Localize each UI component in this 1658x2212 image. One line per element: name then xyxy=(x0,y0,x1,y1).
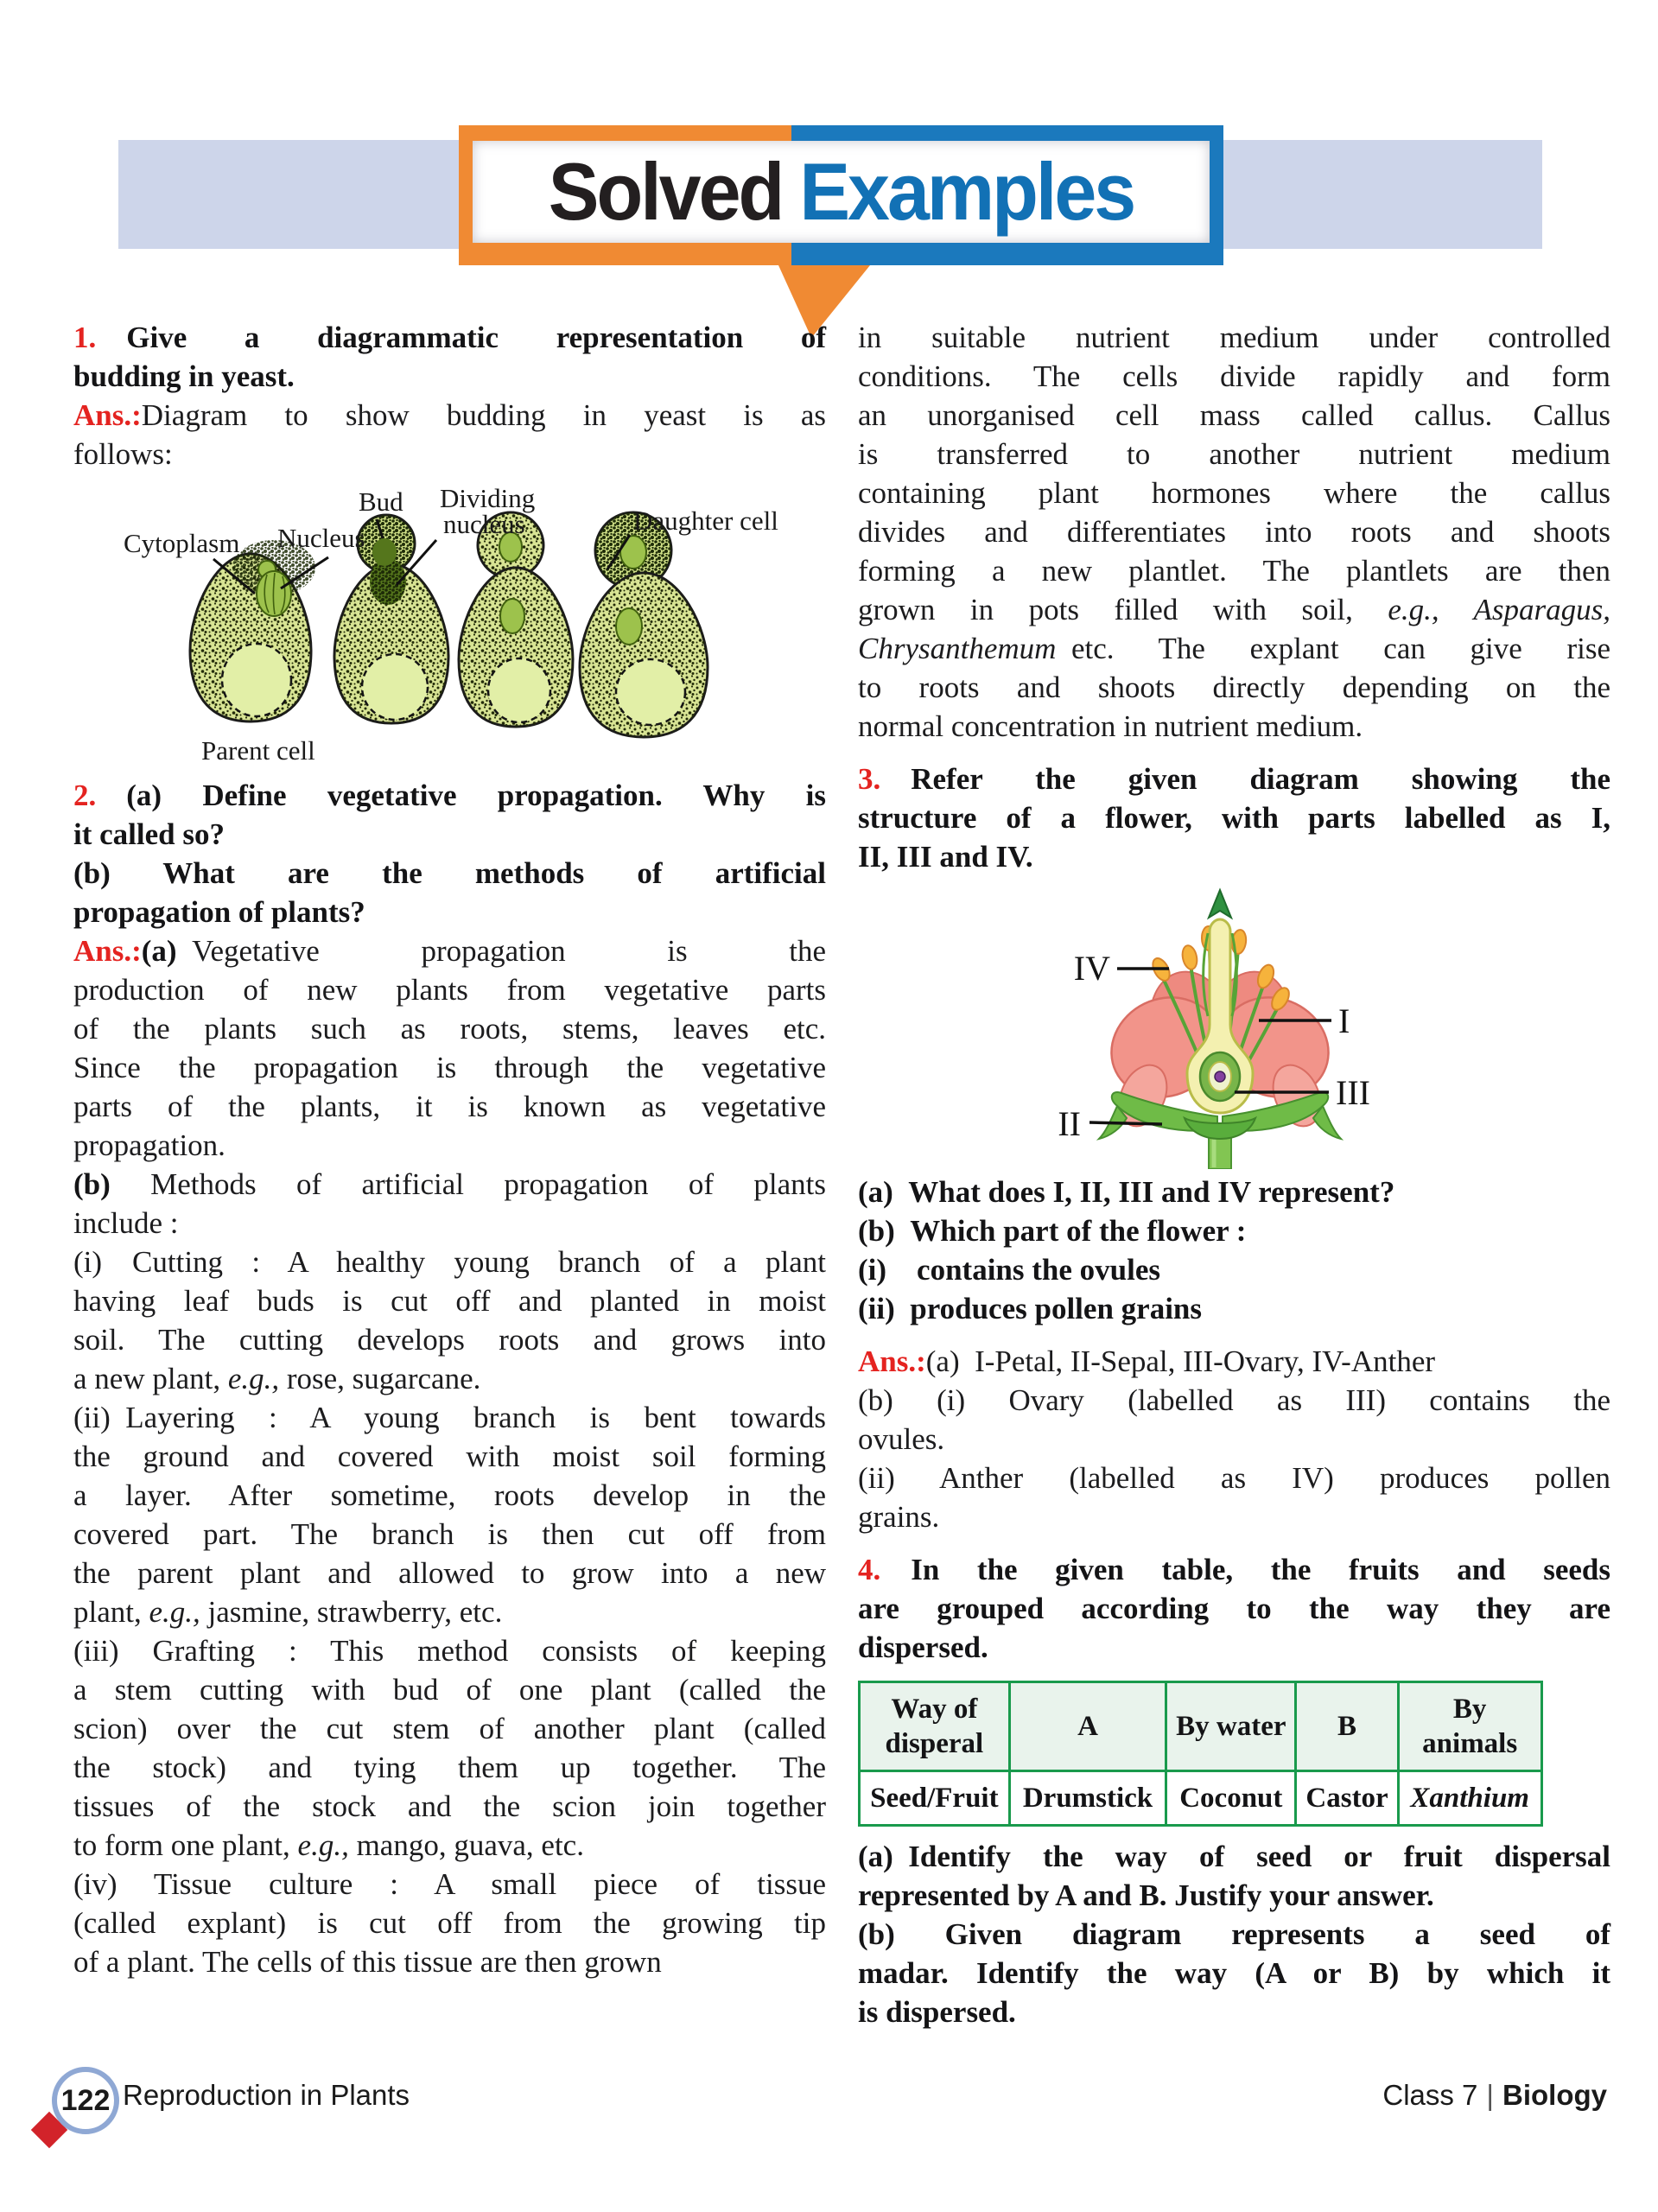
label-ii: II xyxy=(1058,1104,1081,1143)
text-line xyxy=(858,1211,1610,1250)
text-run: Methods of artificial propagation of plants xyxy=(150,1167,826,1201)
banner-title-solved: Solved xyxy=(548,146,783,237)
text-run: (a) I-Petal, II-Sepal, III-Ovary, IV-Anther xyxy=(925,1344,1436,1378)
text-line xyxy=(73,776,826,815)
tissue-culture-continuation-and-question-3 xyxy=(858,318,1610,876)
text-line xyxy=(858,1954,1610,1993)
cytoplasm-label: Cytoplasm xyxy=(124,528,240,558)
text-line xyxy=(73,357,826,396)
text-line xyxy=(858,629,1610,668)
text-run: tissues of the stock and the scion join together xyxy=(73,1789,826,1823)
text-run: covered part. The branch is then cut off from xyxy=(73,1517,826,1551)
table-header-row xyxy=(860,1682,1542,1771)
label-iv: IV xyxy=(1073,949,1110,988)
text-line xyxy=(858,837,1610,876)
text-run: madar. Identify the way (A or B) by which it xyxy=(858,1956,1610,1990)
text-run: (ii) produces pollen grains xyxy=(858,1292,1203,1325)
text-run: (b) Given diagram represents a seed of xyxy=(858,1917,1610,1951)
solved-examples-banner xyxy=(459,125,1223,265)
text-run: the ground and covered with moist soil forming xyxy=(73,1440,826,1473)
text-run: soil. The cutting develops roots and grows into xyxy=(73,1323,826,1357)
table-row xyxy=(860,1771,1542,1826)
text-line xyxy=(858,1589,1610,1628)
text-line xyxy=(73,931,826,970)
question-1-block xyxy=(73,318,826,474)
text-run: the stock) and tying them up together. The xyxy=(73,1751,826,1784)
text-line xyxy=(858,318,1610,357)
chapter-title: Reproduction in Plants xyxy=(123,2079,410,2111)
cell-coconut: Coconut xyxy=(1166,1771,1296,1826)
text-line xyxy=(73,1320,826,1359)
cell-castor: Castor xyxy=(1296,1771,1398,1826)
text-run: e.g., Asparagus, xyxy=(1388,593,1610,626)
flower-art xyxy=(1095,890,1345,1169)
text-run: (b) xyxy=(73,1167,151,1201)
text-run: (ii) Layering : A young branch is bent towards xyxy=(73,1401,826,1434)
text-run: (a) Define vegetative propagation. Why is xyxy=(96,779,826,812)
text-run: (i) Cutting : A healthy young branch of a plant xyxy=(73,1245,826,1279)
text-run: (b) Which part of the flower : xyxy=(858,1214,1247,1248)
text-line xyxy=(858,798,1610,837)
text-line xyxy=(73,1204,826,1243)
text-run: Chrysanthemum xyxy=(858,632,1057,665)
question-2-block xyxy=(73,776,826,1981)
text-run: (i) contains the ovules xyxy=(858,1253,1160,1287)
answer-label: Ans.: xyxy=(73,934,142,968)
text-line xyxy=(858,512,1610,551)
question-number: 3. xyxy=(858,762,881,796)
text-run: (a) Identify the way of seed or fruit dispersal xyxy=(858,1840,1610,1873)
parent-cell-label: Parent cell xyxy=(201,735,315,766)
text-line xyxy=(73,396,826,435)
text-run: etc. The explant can give rise xyxy=(1056,632,1610,665)
text-line xyxy=(858,1459,1610,1497)
text-run: Diagram to show budding in yeast is as xyxy=(141,398,826,432)
text-line xyxy=(73,1359,826,1398)
question-4-subparts xyxy=(858,1837,1610,2031)
text-line xyxy=(858,668,1610,707)
text-line xyxy=(73,1048,826,1087)
text-line xyxy=(73,1865,826,1904)
text-run: jasmine, strawberry, etc. xyxy=(200,1595,503,1629)
question-number: 2. xyxy=(73,779,97,812)
text-run: (a) What does I, II, III and IV represent? xyxy=(858,1175,1395,1209)
question-number: 1. xyxy=(73,321,97,354)
text-line xyxy=(73,893,826,931)
text-run: a stem cutting with bud of one plant (called the xyxy=(73,1673,826,1707)
text-line xyxy=(73,1281,826,1320)
text-run: dispersed. xyxy=(858,1630,988,1664)
text-run: (iv) Tissue culture : A small piece of tissue xyxy=(73,1867,826,1901)
cell-seed-fruit: Seed/Fruit xyxy=(860,1771,1010,1826)
text-run: represented by A and B. Justify your answer. xyxy=(858,1878,1434,1912)
text-run: (b) What are the methods of artificial xyxy=(73,856,826,890)
class-label: Class 7 xyxy=(1382,2079,1478,2111)
daughter-cell-label: Daughter cell xyxy=(633,505,778,536)
text-run: an unorganised cell mass called callus. Callus xyxy=(858,398,1610,432)
text-run: are grouped according to the way they are xyxy=(858,1592,1610,1625)
text-line xyxy=(858,707,1610,746)
col-header-way-of-disperal: Way of disperal xyxy=(860,1682,1010,1771)
text-line xyxy=(858,760,1610,798)
text-line xyxy=(73,1787,826,1826)
text-line xyxy=(73,1592,826,1631)
text-line xyxy=(858,1876,1610,1915)
text-line xyxy=(73,1437,826,1476)
text-run: (a) xyxy=(141,934,177,968)
text-run: (b) (i) Ovary (labelled as III) contains the xyxy=(858,1383,1610,1417)
text-run: normal concentration in nutrient medium. xyxy=(858,709,1363,743)
text-run: containing plant hormones where the callus xyxy=(858,476,1610,510)
yeast-budding-diagram xyxy=(73,478,826,772)
text-run: propagation of plants? xyxy=(73,895,365,929)
text-run: Since the propagation is through the vegetative xyxy=(73,1051,826,1084)
text-line xyxy=(73,1554,826,1592)
right-column xyxy=(858,318,1610,2031)
text-line xyxy=(73,1904,826,1942)
text-run: e.g., xyxy=(297,1828,349,1862)
text-line xyxy=(73,1087,826,1126)
text-run: having leaf buds is cut off and planted in moist xyxy=(73,1284,826,1318)
text-run: plant, xyxy=(73,1595,149,1629)
text-run: include : xyxy=(73,1206,179,1240)
text-line xyxy=(73,1243,826,1281)
text-line xyxy=(858,1289,1610,1328)
text-run: Give a diagrammatic representation of xyxy=(96,321,826,354)
text-line xyxy=(73,318,826,357)
text-run: to roots and shoots directly depending on the xyxy=(858,671,1610,704)
banner-panel xyxy=(473,141,1210,243)
text-line xyxy=(858,396,1610,435)
question-number: 4. xyxy=(858,1553,881,1586)
text-run: mango, guava, etc. xyxy=(348,1828,584,1862)
dispersal-table xyxy=(858,1681,1543,1827)
text-run: of a plant. The cells of this tissue are then grown xyxy=(73,1945,662,1979)
text-line xyxy=(858,357,1610,396)
text-run: is transferred to another nutrient medium xyxy=(858,437,1610,471)
subject-label: Biology xyxy=(1502,2079,1607,2111)
text-line xyxy=(73,1009,826,1048)
banner-title-examples: Examples xyxy=(799,146,1134,237)
text-line xyxy=(73,1476,826,1515)
text-line xyxy=(858,1915,1610,1954)
left-column xyxy=(73,318,826,2031)
text-line xyxy=(858,435,1610,474)
text-line xyxy=(858,1381,1610,1420)
text-line xyxy=(73,1942,826,1981)
text-line xyxy=(73,1709,826,1748)
text-line xyxy=(858,1993,1610,2031)
page-footer xyxy=(0,2060,1658,2164)
text-line xyxy=(73,1515,826,1554)
text-line xyxy=(73,1126,826,1165)
text-line xyxy=(858,1628,1610,1667)
col-header-b: B xyxy=(1296,1682,1398,1771)
text-run: Refer the given diagram showing the xyxy=(880,762,1610,796)
text-run: production of new plants from vegetative parts xyxy=(73,973,826,1007)
text-run: divides and differentiates into roots and shoots xyxy=(858,515,1610,549)
label-i: I xyxy=(1338,1001,1350,1040)
text-line xyxy=(858,1250,1610,1289)
text-line xyxy=(73,1398,826,1437)
dividing-nucleus-label-line1: Dividing xyxy=(440,483,536,513)
text-run: II, III and IV. xyxy=(858,840,1033,874)
col-header-by-animals: By animals xyxy=(1398,1682,1541,1771)
text-line xyxy=(73,1748,826,1787)
cell-xanthium: Xanthium xyxy=(1398,1771,1541,1826)
text-run: it called so? xyxy=(73,817,225,851)
text-line xyxy=(858,1837,1610,1876)
text-run: (called explant) is cut off from the growing tip xyxy=(73,1906,826,1940)
text-run: rose, sugarcane. xyxy=(279,1362,481,1395)
text-line xyxy=(858,1173,1610,1211)
col-header-by-water: By water xyxy=(1166,1682,1296,1771)
text-run: to form one plant, xyxy=(73,1828,298,1862)
text-line xyxy=(858,1420,1610,1459)
text-line xyxy=(73,854,826,893)
text-line xyxy=(858,1497,1610,1536)
text-run: the parent plant and allowed to grow into a new xyxy=(73,1556,826,1590)
text-line xyxy=(73,435,826,474)
text-run: forming a new plantlet. The plantlets are then xyxy=(858,554,1610,588)
page-columns xyxy=(73,318,1610,2031)
col-header-a: A xyxy=(1009,1682,1166,1771)
text-run: ovules. xyxy=(858,1422,945,1456)
nucleus-label: Nucleus xyxy=(277,523,365,553)
answer-label: Ans.: xyxy=(73,398,142,432)
text-run: a new plant, xyxy=(73,1362,228,1395)
text-line xyxy=(73,1165,826,1204)
text-line xyxy=(73,1631,826,1670)
text-run: is dispersed. xyxy=(858,1995,1016,2029)
text-run: scion) over the cut stem of another plant (called xyxy=(73,1712,826,1745)
text-run: in suitable nutrient medium under controlled xyxy=(858,321,1610,354)
answer-label: Ans.: xyxy=(858,1344,926,1378)
flower-structure-diagram xyxy=(858,880,1610,1169)
question-3-answers-and-question-4 xyxy=(858,1173,1610,1667)
text-line xyxy=(73,970,826,1009)
text-line xyxy=(73,1826,826,1865)
text-line xyxy=(858,474,1610,512)
text-line xyxy=(858,590,1610,629)
text-run: Vegetative propagation is the xyxy=(176,934,826,968)
text-run: propagation. xyxy=(73,1128,226,1162)
text-run: e.g., xyxy=(227,1362,280,1395)
text-run: (ii) Anther (labelled as IV) produces pollen xyxy=(858,1461,1610,1495)
text-line xyxy=(73,815,826,854)
yeast-cells xyxy=(190,512,708,737)
text-run: parts of the plants, it is known as vegetative xyxy=(73,1090,826,1123)
divider: | xyxy=(1486,2079,1494,2111)
text-line xyxy=(858,551,1610,590)
text-line xyxy=(858,1342,1610,1381)
text-line xyxy=(858,1550,1610,1589)
text-run: grains. xyxy=(858,1500,940,1534)
text-run: e.g., xyxy=(149,1595,200,1629)
dividing-nucleus-label-line2: nucleus xyxy=(443,509,525,539)
text-run: structure of a flower, with parts labelled as I, xyxy=(858,801,1610,835)
text-run: of the plants such as roots, stems, leaves etc. xyxy=(73,1012,826,1046)
text-run: conditions. The cells divide rapidly and form xyxy=(858,359,1610,393)
page-number-badge: 122 xyxy=(52,2067,119,2134)
text-run: follows: xyxy=(73,437,173,471)
text-run: (iii) Grafting : This method consists of keeping xyxy=(73,1634,826,1668)
text-run: budding in yeast. xyxy=(73,359,295,393)
bud-label: Bud xyxy=(359,486,403,517)
text-run: grown in pots filled with soil, xyxy=(858,593,1388,626)
text-run: a layer. After sometime, roots develop in the xyxy=(73,1478,826,1512)
class-subject-label xyxy=(1382,2079,1607,2112)
text-run: In the given table, the fruits and seeds xyxy=(880,1553,1610,1586)
text-line xyxy=(73,1670,826,1709)
cell-drumstick: Drumstick xyxy=(1009,1771,1166,1826)
label-iii: III xyxy=(1336,1073,1370,1112)
